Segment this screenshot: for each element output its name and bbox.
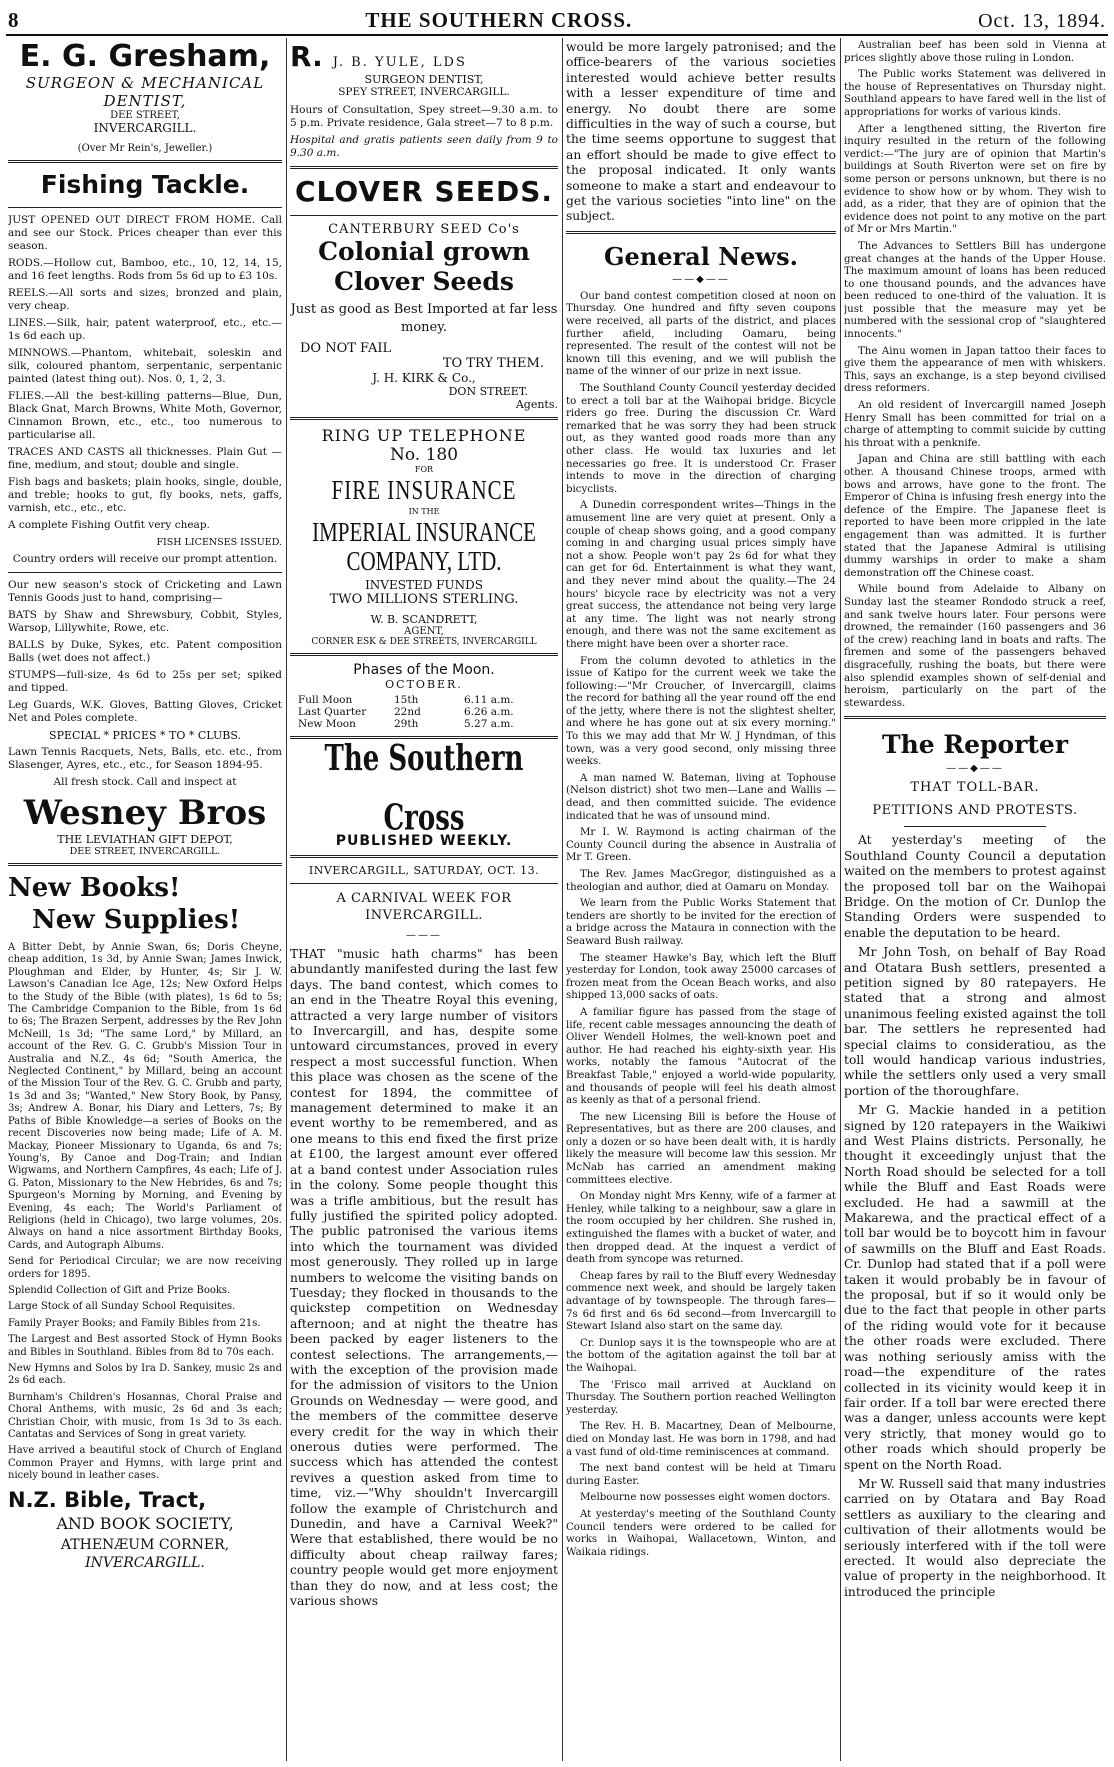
column-divider (840, 38, 841, 1761)
moon-day: 29th (394, 718, 419, 730)
in-the: IN THE (408, 507, 440, 516)
agent: AGENT, (404, 626, 444, 637)
yule-initial: R. (290, 40, 323, 73)
moon-time: 6.26 a.m. (464, 706, 514, 718)
don-street: DON STREET. (448, 385, 528, 398)
fishing-item: MINNOWS.—Phantom, whitebait, soleskin and silk, coloured phantom, serpentanic, serpentanic painted (latest thing out). Nos. 0, 1, 2, 3. (8, 347, 282, 385)
books-paragraph: Splendid Collection of Gift and Prize Books. (8, 1284, 231, 1296)
news-item: A familiar figure has passed from the stage of life, recent cable messages announcing the death of Oliver Wendell Holmes, the well-known poet and author. He had reached his eighty-sixth year. His works, notably the famous "Autocrat of the Breakfast Table," enjoyed a world-wide popularity, and thousands of people will feel his death almost as keenly as that of a personal friend. (566, 1006, 836, 1107)
to-try: TO TRY THEM. (442, 356, 544, 371)
fishing-item: FLIES.—All the best-killing patterns—Blue, Dun, Black Gnat, March Browns, White Moth, Governor, Cinnamon Brown, etc., etc., too numerous to particularise all. (8, 390, 282, 441)
column-1 (8, 40, 282, 1762)
news-item: The new Licensing Bill is before the House of Representatives, but as there are 200 clauses, and only a dozen or so have been dealt with, it is hardly likely the measure will become law this session. Mr McNab has carried an amendment making committees elective. (566, 1111, 836, 1186)
news-item: The 'Frisco mail arrived at Auckland on Thursday. The Southern portion reached Wellington yesterday. (566, 1379, 836, 1416)
page-header (8, 8, 1106, 32)
moon-row (298, 706, 550, 718)
yule-hours: Hours of Consultation, Spey street—9.30 a.m. to 5 p.m. Private residence, Gala street—7 to 8 p.m. (290, 104, 558, 129)
ring-up: RING UP TELEPHONE (321, 426, 527, 445)
bible-society-2: AND BOOK SOCIETY, (56, 1513, 234, 1533)
moon-day: 22nd (394, 706, 421, 718)
moon-phases (290, 662, 558, 730)
fishing-item: A complete Fishing Outfit very cheap. (8, 519, 210, 531)
news-item: The Advances to Settlers Bill has undergone great changes at the hands of the Upper House. The maximum amount of loans has been reduced to one thousand pounds, and the advances have been reduced to one-third of the valuation. It is just possible that the measure may yet be numbered with the sessional crop of "slaughtered innocents." (844, 240, 1106, 341)
news-item: The next band contest will be held at Timaru during Easter. (566, 1463, 836, 1487)
cricket-item: STUMPS—full-size, 4s 6d to 25s per set; spiked and tipped. (8, 669, 282, 694)
news-item: Mr I. W. Raymond is acting chairman of the County Council during the absence in Australia of Mr T. Green. (566, 827, 836, 864)
news-item: The Ainu women in Japan tattoo their faces to give them the appearance of men with whiskers. This, says an exchange, is a step beyond civilised dress reformers. (844, 345, 1106, 395)
column-divider (562, 38, 563, 1761)
news-item: The Rev. James MacGregor, distinguished as a theologian and author, died at Oamaru on Monday. (566, 869, 836, 893)
yule-name: J. B. YULE, LDS (332, 55, 467, 70)
divider (8, 160, 282, 163)
invested-funds: INVESTED FUNDS (365, 578, 483, 592)
news-item: Australian beef has been sold in Vienna at prices slightly above those ruling in London. (844, 40, 1106, 64)
for-label: FOR (414, 465, 434, 474)
ornament: ——◆—— (946, 763, 1004, 775)
moon-row (298, 694, 550, 706)
southern-cross-banner (290, 739, 558, 849)
moon-row (298, 718, 550, 730)
gresham-street: DEE STREET, (110, 110, 180, 121)
books-paragraph: Burnham's Children's Hosannas, Choral Praise and Choral Anthems, with music, 2s 6d and 3s each; Christian Choir, with music, from 1s 3d to 3s each. Cantatas and Services of Song in great variety. (8, 1391, 282, 1441)
divider (8, 863, 282, 866)
general-news-heading: General News. (604, 241, 798, 271)
divider (290, 417, 558, 420)
scandrett: W. B. SCANDRETT, (370, 613, 478, 626)
header-rule (6, 34, 1108, 36)
cricket-item: BALLS by Duke, Sykes, etc. Patent composition Balls (wet does not affect.) (8, 639, 282, 664)
carnival-heading: A CARNIVAL WEEK FOR INVERCARGILL. (336, 891, 512, 923)
divider (290, 653, 558, 656)
books-paragraph: A Bitter Debt, by Annie Swan, 6s; Doris Cheyne, cheap addition, 1s 3d, by Annie Swan; James Inwick, Ploughman and Elder, by Hunter, 4s; Sir J. W. Lawson's Canadian Ice Age, 12s; New Oxford Helps to the Study of the Bible (with plates), 1s 6d to 5s; The Cambridge Companion to the Bible, from 1s 6d to 6s; The Brazen Serpent, addresses by the Rev John McNeill, 1s 3d; "The same Lord," by Millard, an account of the Rev. G. C. Grubb's Mission Tour in Australia and N.Z., 4s 6d; "South America, the Neglected Continent," by Millard, being an account of the Mission Tour of the Rev. G. C. Grubb and party, 1s 3d and 3s; "Wanted," New Story Book, by Pansy, 3s; Andrew A. Bonar, his Diary and Letters, 7s; By Paths of Bible Knowledge—a series of Books on the recent Discoveries now being made; Life of A. M. Mackay, Pioneer Missionary to Uganda, 6s and 7s; Young's, By Canoe and Dog-Train; and Indian Wigwams, and Northern Campfires, 4s each; Life of J. G. Paton, Missionary to the New Hebrides, 6s and 7s; Spurgeon's Morning by Morning, and Evening by Evening, 4s each; The World's Parliament of Religions (held in Chicago), two large volumes, 20s. Always on hand a nice assortment Birthday Books, Cards, and Autograph Albums. (8, 942, 282, 1251)
bible-society: N.Z. Bible, Tract, (8, 1487, 207, 1512)
petitions-heading: PETITIONS AND PROTESTS. (872, 803, 1078, 819)
ornament: ——— (406, 930, 442, 941)
moon-time: 6.11 a.m. (464, 694, 514, 706)
sc-title: The Southern Cross (324, 739, 524, 839)
wesney-bros: Wesney Bros (23, 793, 267, 833)
gresham-note: (Over Mr Rein's, Jeweller.) (77, 143, 213, 154)
news-item: At yesterday's meeting of the Southland County Council tenders were ordered to be called for works in Waihopai, Wallacetown, Winton, and Waikaia ridings. (566, 1508, 836, 1558)
lawn-tennis: Lawn Tennis Racquets, Nets, Balls, etc. etc., from Slasenger, Ayres, etc., etc., for Season 1894-95. (8, 746, 282, 771)
news-item: After a lengthened sitting, the Riverton fire inquiry resulted in the return of the following verdict:—"The jury are of opinion that Martin's buildings at South Riverton were set on fire by some person or persons unknown, but there is no evidence to show how or by whom. They wish to add, as a rider, that they are of opinion that the evidence does not point to any motive on the part of Mr or Mrs Martin." (844, 123, 1106, 236)
sc-weekly: PUBLISHED WEEKLY. (335, 833, 513, 849)
two-millions: TWO MILLIONS STERLING. (329, 592, 519, 607)
reporter-paragraph: Mr G. Mackie handed in a petition signed by 120 ratepayers in the Waikiwi and West Plains districts. Personally, he thought it exceedingly unjust that the North Road should be selected for a toll while the Bluff and East Roads were excluded. He had a sawmill at the Makarewa, and the practical effect of a toll bar would be to boycott him in favour of sawmills on the Bluff and East Roads. Cr. Dunlop had stated that if a poll were taken it would probably be in favour of the proposal, but if so it would only be due to the fact that people in other parts of the riding would vote for it because the other roads were excluded. There was nothing seriously amiss with the road—the expenditure of the rates collected in its vicinity would keep it in fair order. If a toll bar were erected there was a danger, unless accounts were kept very strictly, that money would go to other roads which should properly be spent on the North Road. (844, 1103, 1106, 1472)
clover-good: Just as good as Best Imported at far less money. (290, 302, 558, 335)
reporter-paragraph: Mr John Tosh, on behalf of Bay Road and Otatara Bush settlers, presented a petition signed by 80 ratepayers. He stated that a strong and almost unanimous feeling existed against the toll bar. The settlers he represented had special claims to consideratiou, as the toll would handicap various industries, while the settlers only used a very small portion of the thoroughfare. (844, 945, 1106, 1098)
general-news-list (566, 291, 836, 1559)
news-item: A man named W. Bateman, living at Tophouse (Nelson district) shot two men—Lane and Wallis — dead, and then committed suicide. The evidence indicated that he was of unsound mind. (566, 772, 836, 822)
country-orders: Country orders will receive our prompt attention. (12, 553, 278, 565)
moon-time: 5.27 a.m. (464, 718, 514, 730)
divider (290, 215, 558, 216)
carnival-text: THAT "music hath charms" has been abundantly manifested during the last few days. The band contest, which comes to an end in the Theatre Royal this evening, attracted a very large number of visitors to Invercargill, and has, despite some untoward circumstances, proved in every respect a most successful function. When this place was chosen as the scene of the contest for 1894, the committee of management determined to make it an event worthy to be remembered, and as one means to this end fixed the first prize at £100, the largest amount ever offered at a band contest under Association rules in the colony. Some people thought this was a trifle ambitious, but the result has fully justified the spirited policy adopted. The public patronised the various items into which the tournament was divided most generously. They rolled up in large numbers to welcome the visiting bands on Tuesday; they flocked in thousands to the quickstep competition on Wednesday afternoon; and at night the theatre has been packed by eager listeners to the contest selections. The arrangements,—with the exception of the provision made for the admission of visitors to the Union Grounds on Wednesday — were good, and the members of the committee deserve every credit for the way in which their onerous duties were performed. The success which has attended the contest revives a question asked from time to time, viz.—"Why shouldn't Invercargill follow the example of Christchurch and Dunedin, and have a Carnival Week?" Were that established, there would be no difficulty about cheap railway fares; country people would get more enjoyment than they do now, and at less cost; the various shows (290, 947, 558, 1609)
clover-ad (290, 175, 558, 411)
fishing-intro: JUST OPENED OUT DIRECT FROM HOME. Call and see our Stock. Prices cheaper than ever this season. (8, 214, 282, 252)
news-item: Cheap fares by rail to the Bluff every Wednesday commence next week, and should be largely taken advantage of by townspeople. The through fares—7s 6d first and 6s 6d second—from Invercargill to Stewart Island also start on the same day. (566, 1270, 836, 1333)
yule-ad (290, 40, 558, 160)
carnival-continued: would be more largely patronised; and the office-bearers of the various societies interested would achieve better results with a lesser expenditure of time and energy. No doubt there are some difficulties in the way of such a course, but the time seems opportune to suggest that an effort should be made to give effect to the proposal indicated. It only wants someone to make a start and endeavour to get the various societies "into line" on the subject. (566, 40, 836, 224)
moon-heading: Phases of the Moon. (353, 662, 495, 678)
fishing-item: TRACES AND CASTS all thicknesses. Plain Gut — fine, medium, and stout; double and single. (8, 446, 282, 471)
clover-seeds: Clover Seeds (334, 267, 514, 296)
fishing-ad (8, 169, 282, 857)
fish-license: FISH LICENSES ISSUED. (156, 537, 282, 548)
news-continued-list (844, 40, 1106, 710)
column-divider (286, 38, 287, 1761)
masthead: THE SOUTHERN CROSS. (365, 8, 633, 32)
clover-heading: CLOVER SEEDS. (294, 175, 553, 208)
scandrett-address: CORNER ESK & DEE STREETS, INVERCARGILL (311, 637, 537, 647)
books-heading-2: New Supplies! (32, 905, 241, 935)
sc-dateline: INVERCARGILL, SATURDAY, OCT. 13. (308, 864, 540, 877)
news-item: Cr. Dunlop says it is the townspeople who are at the bottom of the agitation against the toll bar at the Waihopai. (566, 1337, 836, 1374)
books-paragraph: Family Prayer Books; and Family Bibles from 21s. (8, 1317, 261, 1329)
column-3 (566, 40, 836, 1762)
books-paragraph: Have arrived a beautiful stock of Church of England Common Prayer and Hymns, with large print and nicely bound in leather cases. (8, 1445, 282, 1482)
column-2 (290, 40, 558, 1762)
news-item: The Public works Statement was delivered in the house of Representatives on Thursday night. Southland appears to have fared well in the list of appropriations for works of various kinds. (844, 69, 1106, 118)
yule-title: SURGEON DENTIST, (364, 73, 484, 86)
issue-date: Oct. 13, 1894. (978, 10, 1106, 32)
ornament: ——◆—— (672, 273, 730, 285)
company-ltd: COMPANY, LTD. (346, 545, 502, 577)
news-item: An old resident of Invercargill named Joseph Henry Small has been committed for trial on a charge of attempting to commit suicide by cutting his throat with a penknife. (844, 400, 1106, 449)
news-item: While bound from Adelaide to Albany on Sunday last the steamer Rondodo struck a reef, and sank twelve hours later. Four persons were drowned, the remainder (160 passengers and 36 of the crew) reaching land in boats and rafts. The firemen and some of the passengers behaved disgracefully, rushing the boats, but there were also splendid examples shown of self-denial and heroism, particularly on the part of the stewardess. (844, 584, 1106, 709)
reporter-heading: The Reporter (881, 730, 1069, 760)
moon-month: OCTOBER. (385, 678, 463, 691)
books-paragraph: Large Stock of all Sunday School Requisites. (8, 1301, 236, 1313)
divider (904, 826, 1046, 827)
moon-day: 15th (394, 694, 419, 706)
moon-phase: Full Moon (298, 694, 353, 706)
divider (290, 883, 558, 884)
special-prices: SPECIAL * PRICES * TO * CLUBS. (49, 729, 241, 742)
canterbury: CANTERBURY SEED Co's (328, 222, 520, 237)
cricket-item: BATS by Shaw and Shrewsbury, Cobbit, Styles, Warsop, Lillywhite, Rowe, etc. (8, 609, 282, 634)
books-ad (8, 872, 282, 1571)
books-paragraph: The Largest and Best assorted Stock of Hymn Books and Bibles in Southland. Bibles from 8d to 70s each. (8, 1334, 282, 1358)
reporter-paragraph: At yesterday's meeting of the Southland County Council a deputation waited on the members to protest against the proposed toll bar on the Waihopai Bridge. On the motion of Cr. Dunlop the Standing Orders were suspended to enable the deputation to be heard. (844, 833, 1106, 940)
agents: Agents. (515, 398, 558, 411)
news-item: The Rev. H. B. Macartney, Dean of Melbourne, died on Monday last. He was born in 1798, and had a vast fund of old-time reminiscences at command. (566, 1421, 836, 1458)
news-item: Japan and China are still battling with each other. A thousand Chinese troops, armed with bows and arrows, have gone to the front. The Emperor of China is infusing fresh energy into the defence of the Empire. The Japanese fleet is reported to have been more crippled in the late engagement than was admitted. It is further stated that the Japanese Admiral is utilising dummy warships in order to make a sham demonstration off the Chinese coast. (844, 454, 1106, 579)
divider (844, 716, 1106, 719)
fire-insurance: FIRE INSURANCE (331, 474, 517, 506)
divider (8, 572, 282, 573)
fresh-stock: All fresh stock. Call and inspect at (53, 776, 237, 788)
divider (290, 855, 558, 858)
telephone-number: No. 180 (389, 445, 459, 465)
gresham-title-1: SURGEON & MECHANICAL (25, 74, 265, 92)
news-item: We learn from the Public Works Statement that tenders are shortly to be invited for the erection of a bridge across the Mataura in connection with the Seaward Bush railway. (566, 898, 836, 947)
gresham-town: INVERCARGILL. (93, 121, 197, 135)
news-item: The Southland County Council yesterday decided to erect a toll bar at the Waihopai bridge. Bicycle riders go free. During the discussion Cr. Ward remarked that he was sorry they had been struck out, as they wanted good roads more than any other class. He would tax luxuries and let necessaries go free. It is understood Cr. Fraser intends to move in the direction of charging bicyclists. (566, 383, 836, 495)
moon-phase: Last Quarter (298, 706, 367, 718)
gresham-ad (8, 40, 282, 154)
gresham-name: E. G. Gresham, (19, 40, 271, 74)
books-paragraph: New Hymns and Solos by Ira D. Sankey, music 2s and 2s 6d each. (8, 1363, 282, 1387)
gresham-title-2: DENTIST, (103, 92, 187, 110)
fishing-item: RODS.—Hollow cut, Bamboo, etc., 10, 12, 14, 15, and 16 feet lengths. Rods from 5s 6d up to £3 10s. (8, 257, 282, 282)
news-item: Our band contest competition closed at noon on Thursday. One hundred and fifty seven coupons were received, all parts of the district, and places further afield, including Oamaru, being represented. The result of the contest will not be known till this evening, and we will publish the name of the winner of our prize in next issue. (566, 290, 836, 378)
moon-phase: New Moon (298, 718, 356, 730)
wesney-sub: THE LEVIATHAN GIFT DEPOT, (57, 833, 233, 846)
divider (566, 231, 836, 234)
kirk: J. H. KIRK & Co., (372, 371, 476, 385)
column-4 (844, 40, 1106, 1762)
news-item: From the column devoted to athletics in the issue of Katipo for the current week we take the following:—"Mr Croucher, of Invercargill, claims the record for bathing all the year round off the end of the jetty, where there is not the slightest shelter, and where he has gone out at six every morning." To this we may add that Mr W. J Hyndman, of this town, was a very good second, only missing three weeks. (566, 655, 836, 768)
yule-address: SPEY STREET, INVERCARGILL. (338, 86, 510, 98)
cricket-intro: Our new season's stock of Cricketing and Lawn Tennis Goods just to hand, comprising— (8, 579, 282, 604)
divider (290, 166, 558, 169)
fishing-heading: Fishing Tackle. (40, 170, 250, 199)
page-number: 8 (8, 8, 20, 32)
colonial-grown: Colonial grown (318, 237, 530, 266)
do-not-fail: DO NOT FAIL (300, 341, 392, 356)
news-item: On Monday night Mrs Kenny, wife of a farmer at Henley, while talking to a neighbour, saw a glare in the room occupied by her children. She rushed in, extinguished the flames with a bucket of water, and then dropped dead. At the inquest a verdict of death from syncope was returned. (566, 1191, 836, 1266)
imperial-insurance: IMPERIAL INSURANCE (312, 516, 536, 548)
divider (8, 207, 282, 208)
cricket-item: Leg Guards, W.K. Gloves, Batting Gloves, Cricket Net and Poles complete. (8, 699, 282, 724)
fishing-item: REELS.—All sorts and sizes, bronzed and plain, very cheap. (8, 287, 282, 312)
news-item: Melbourne now possesses eight women doctors. (580, 1492, 831, 1504)
news-item: A Dunedin correspondent writes—Things in the amusement line are very quiet at present. Only a couple of cheap shows going, and a good company coming in and charging usual prices simply have not a show. People won't pay 2s 6d for what they can get for 6d. Entertainment is what they want, and they never mind about the quality.—The 24 hours' bicycle race by electricity was not a very great success, the attendance not being very large at any time. The light was not nearly strong enough, and there was not the same excitement as there might have been over a shorter race. (566, 500, 836, 650)
news-item: The steamer Hawke's Bay, which left the Bluff yesterday for London, took away 25000 carcases of frozen meat from the Ocean Beach works, and also shipped 13,000 sacks of oats. (566, 952, 836, 1002)
fishing-item: Fish bags and baskets; plain hooks, single, double, and treble; hooks to gut, fly books, nets, gaffs, varnish, etc., etc., etc. (8, 476, 282, 514)
books-heading-1: New Books! (8, 873, 181, 903)
books-paragraph: Send for Periodical Circular; we are now receiving orders for 1895. (8, 1256, 282, 1280)
insurance-ad (290, 426, 558, 647)
athenaeum: ATHENÆUM CORNER, (60, 1536, 230, 1553)
yule-hospital: Hospital and gratis patients seen daily from 9 to 9.30 a.m. (290, 134, 558, 159)
wesney-address: DEE STREET, INVERCARGILL. (69, 846, 221, 857)
fishing-item: LINES.—Silk, hair, patent waterproof, etc., etc.—1s 6d each up. (8, 317, 282, 342)
reporter-paragraph: Mr W. Russell said that many industries carried on by Otatara and Bay Road settlers as auxiliary to the clearing and cultivation of their allotments would be seriously interfered with if the toll were erected. It would also depreciate the value of property in the neighborhood. It introduced the principle (844, 1476, 1106, 1599)
athenaeum-town: INVERCARGILL. (85, 1554, 205, 1571)
tollbar-heading: THAT TOLL-BAR. (910, 780, 1040, 796)
